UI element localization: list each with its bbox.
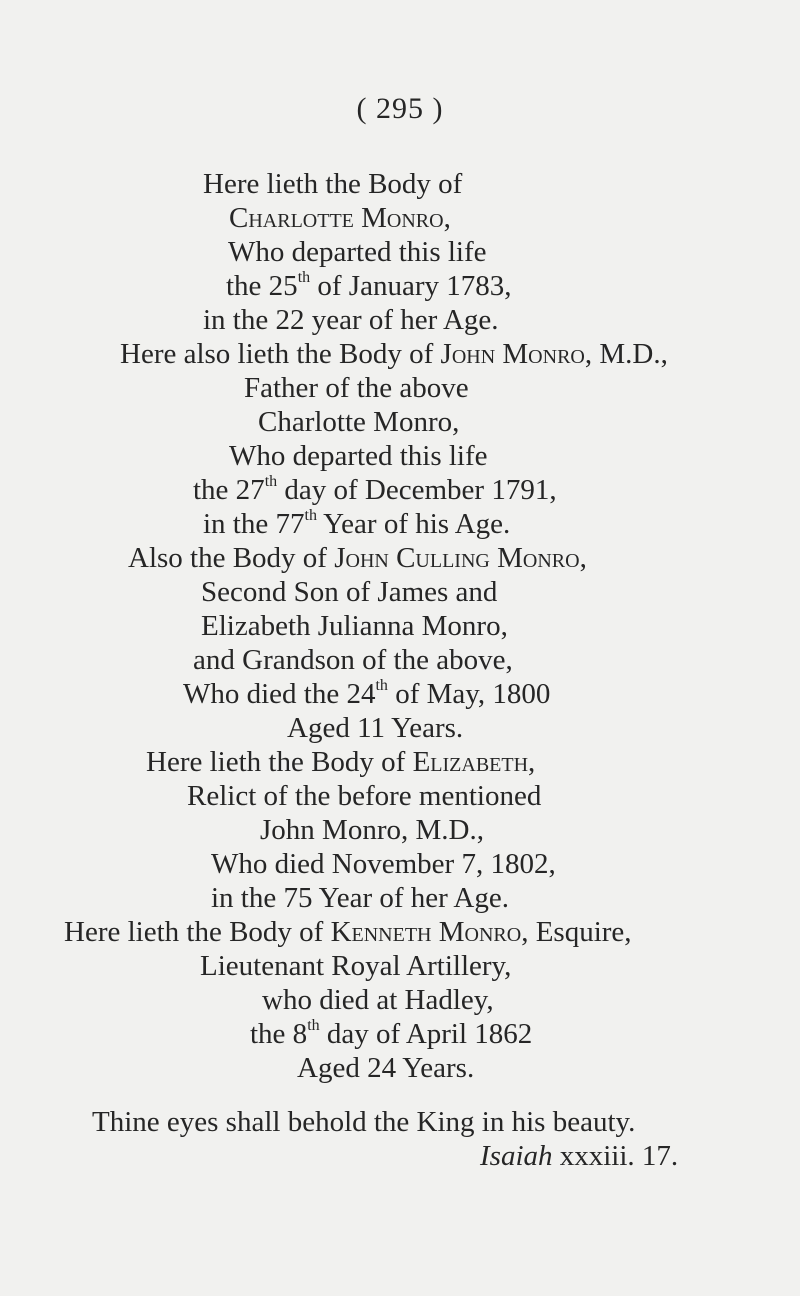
epitaph-line: and Grandson of the above, — [193, 644, 513, 676]
epitaph-line: Here lieth the Body of — [203, 168, 463, 200]
page-number: ( 295 ) — [356, 92, 444, 125]
epitaph-line: Second Son of James and — [201, 576, 498, 608]
epitaph-line: in the 22 year of her Age. — [203, 304, 499, 336]
epitaph-name-line: Here also lieth the Body of John Monro, M.D., — [120, 338, 668, 370]
epitaph-line: Who departed this life — [228, 236, 487, 268]
epitaph-date-line: the 25th of January 1783, — [226, 269, 512, 302]
epitaph-line: Who departed this life — [229, 440, 488, 472]
scripture-reference: Isaiah xxxiii. 17. — [480, 1140, 679, 1172]
epitaph-line: Elizabeth Julianna Monro, — [201, 610, 508, 642]
epitaph-line: Father of the above — [244, 372, 469, 404]
epitaph-date-line: the 27th day of December 1791, — [193, 473, 557, 506]
scripture-quote: Thine eyes shall behold the King in his beauty. — [92, 1106, 636, 1138]
epitaph-name-line: Here lieth the Body of Elizabeth, — [146, 746, 536, 778]
epitaph-line: who died at Hadley, — [262, 984, 494, 1016]
epitaph-line: Aged 11 Years. — [287, 712, 464, 744]
epitaph-date-line: the 8th day of April 1862 — [250, 1017, 533, 1050]
epitaph-line: Lieutenant Royal Artillery, — [200, 950, 512, 982]
epitaph-line: Relict of the before mentioned — [187, 780, 542, 812]
epitaph-line: Aged 24 Years. — [297, 1052, 475, 1084]
epitaph-name-line: Here lieth the Body of Kenneth Monro, Esquire, — [64, 916, 632, 948]
epitaph-line: in the 75 Year of her Age. — [211, 882, 510, 914]
epitaph-name-line: Also the Body of John Culling Monro, — [128, 542, 587, 574]
epitaph-date-line: Who died November 7, 1802, — [211, 848, 556, 880]
epitaph-line: John Monro, M.D., — [260, 814, 484, 846]
epitaph-date-line: Who died the 24th of May, 1800 — [183, 677, 551, 710]
epitaph-name-line: Charlotte Monro, — [229, 202, 451, 234]
epitaph-line: in the 77th Year of his Age. — [203, 507, 511, 540]
epitaph-line: Charlotte Monro, — [258, 406, 460, 438]
